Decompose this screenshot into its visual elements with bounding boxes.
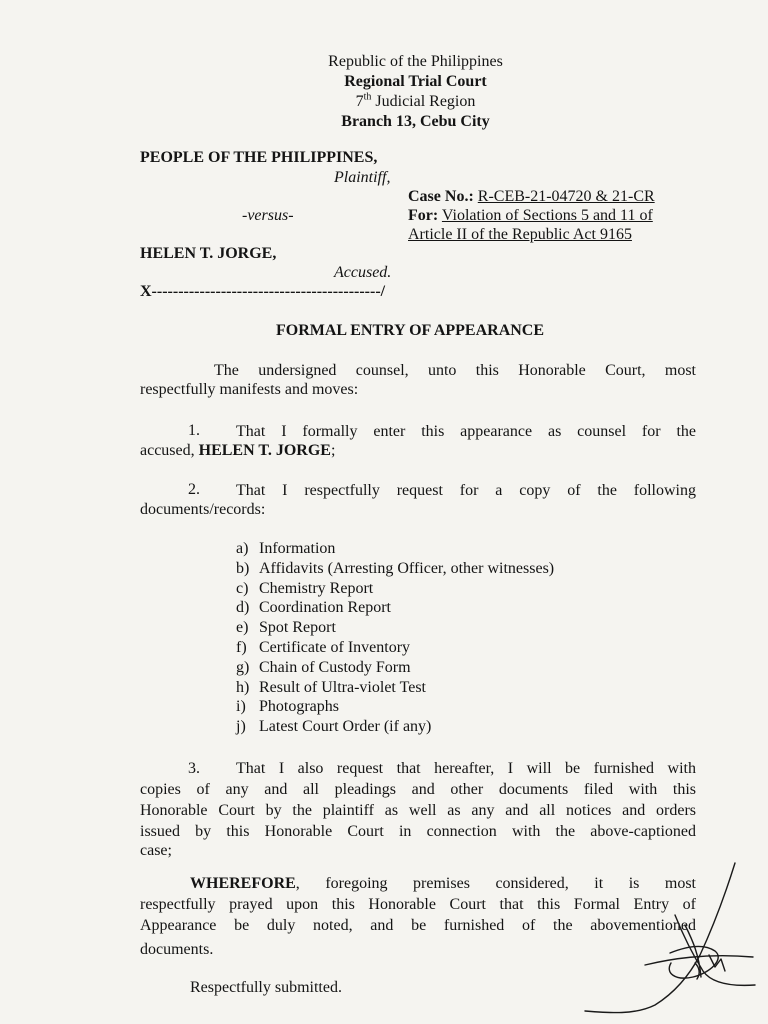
caption-closing-line: X-------------------------------------------/ [140,283,386,300]
item-2-line-1: That I respectfully request for a copy of the following [236,482,696,499]
case-charge: For: Violation of Sections 5 and 11 of [408,207,653,224]
intro-line-1: The undersigned counsel, unto this Honorable Court, most [214,362,696,379]
item-2-number: 2. [188,481,200,498]
plaintiff-name: PEOPLE OF THE PHILIPPINES, [140,149,378,166]
closing-line: Respectfully submitted. [190,979,342,996]
list-item: a) Information [236,540,336,557]
plaintiff-role: Plaintiff, [334,169,391,186]
document-title: FORMAL ENTRY OF APPEARANCE [276,322,545,339]
list-item: j) Latest Court Order (if any) [236,718,432,736]
case-number: Case No.: R-CEB-21-04720 & 21-CR [408,188,655,205]
prayer-line-1: WHEREFORE, foregoing premises considered, it is most [190,875,696,892]
item-3-line-1: That I also request that hereafter, I will be furnished with [236,760,696,777]
list-item: c) Chemistry Report [236,579,374,597]
republic-line: Republic of the Philippines [328,53,503,70]
list-item: b) Affidavits (Arresting Officer, other witnesses) [236,559,555,577]
prayer-line-2: respectfully prayed upon this Honorable Court that this Formal Entry of [140,896,696,913]
item-3-number: 3. [188,760,200,777]
accused-role: Accused. [334,264,392,281]
item-1-line-1: That I formally enter this appearance as counsel for the [236,423,696,440]
list-item: f) Certificate of Inventory [236,638,411,656]
case-charge-line2: Article II of the Republic Act 9165 [408,226,632,243]
versus-label: -versus- [242,207,294,224]
item-3-line-2: copies of any and all pleadings and other documents filed with this [140,781,696,798]
handwritten-signature [575,855,765,1015]
court-name: Regional Trial Court [344,73,487,90]
item-3-line-5: case; [140,842,172,859]
intro-line-2: respectfully manifests and moves: [140,381,359,398]
item-1-number: 1. [188,422,200,439]
documents-list [236,539,554,737]
list-item: i) Photographs [236,698,339,716]
item-2-line-2: documents/records: [140,501,266,518]
item-1-line-2: accused, HELEN T. JORGE; [140,442,336,459]
branch-line: Branch 13, Cebu City [341,113,490,130]
item-3-line-4: issued by this Honorable Court in connection with the above-captioned [140,823,696,840]
prayer-line-3: Appearance be duly noted, and be furnished of the abovementioned [140,917,696,934]
judicial-region: 7th Judicial Region [355,91,476,110]
list-item: g) Chain of Custody Form [236,658,411,676]
list-item: d) Coordination Report [236,599,391,617]
list-item: h) Result of Ultra-violet Test [236,678,426,696]
accused-name: HELEN T. JORGE, [140,245,277,262]
list-item: e) Spot Report [236,619,336,637]
item-3-line-3: Honorable Court by the plaintiff as well as any and all notices and orders [140,802,696,819]
prayer-line-4: documents. [140,941,214,958]
